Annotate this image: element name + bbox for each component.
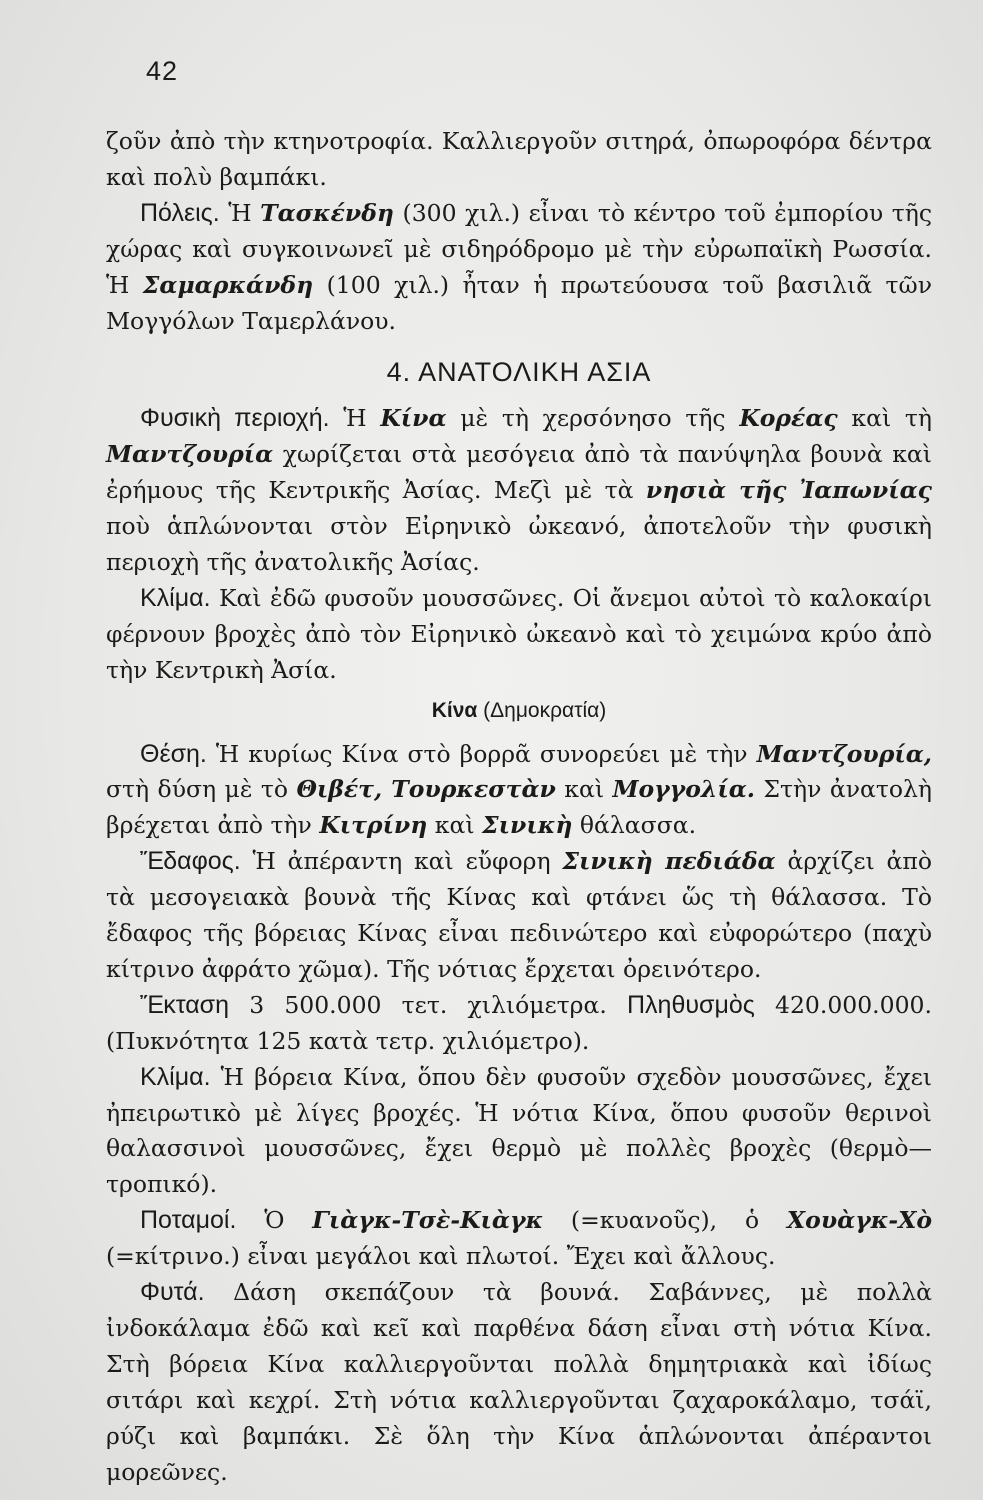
paragraph-terrain — [106, 844, 932, 988]
text-run: καὶ — [427, 811, 483, 840]
text-run: στὴ δύση μὲ τὸ — [106, 775, 297, 804]
city-samarkand: Σαμαρκάνδη — [142, 270, 314, 299]
text-run: Ὁ — [236, 1206, 313, 1235]
text-run: Ἡ κυρίως Κίνα στὸ βορρᾶ συνορεύει μὲ τὴν — [206, 739, 757, 768]
paragraph-livestock — [106, 124, 932, 196]
term-china: Κίνα — [380, 404, 447, 433]
text-run: (=κίτρινο.) εἶναι μεγάλοι καὶ πλωτοί. Ἔχει καὶ ἄλλους. — [106, 1242, 776, 1271]
text-run: Καὶ ἐδῶ φυσοῦν μουσσῶνες. Οἱ ἄνεμοι αὐτοὶ τὸ καλοκαίρι φέρνουν βροχὲς ἀπὸ τὸν Εἰρηνικὸ ὠκεανὸ καὶ τὸ χειμώνα κρύο ἀπὸ τὴν Κεντρικὴ Ἀσία. — [106, 583, 932, 684]
section-title: 4. ΑΝΑΤΟΛΙΚΗ ΑΣΙΑ — [386, 357, 652, 388]
term-manchuria-2: Μαντζουρία, — [756, 739, 932, 768]
text-run: θάλασσα. — [572, 811, 697, 840]
text-run: 3 500.000 τετ. χιλιόμετρα. — [229, 990, 627, 1019]
paragraph-text: ζοῦν ἀπὸ τὴν κτηνοτροφία. Καλλιεργοῦν σιτηρά, ὀπωροφόρα δέντρα καὶ πολὺ βαμπάκι. — [106, 127, 932, 191]
text-run: μὲ τὴ χερσόνησο τῆς — [446, 404, 740, 433]
paragraph-heading-physical-region: Φυσικὴ περιοχή. — [140, 404, 330, 433]
text-run: Ἡ — [219, 198, 261, 227]
subsection-title — [106, 693, 932, 729]
term-china-plain: Σινικὴ πεδιάδα — [562, 847, 776, 876]
text-run: Ἡ ἀπέραντη καὶ εὔφορη — [240, 847, 563, 876]
paragraph-heading-terrain: Ἔδαφος. — [140, 847, 241, 876]
text-run: (=κυανοῦς), ὁ — [543, 1206, 787, 1235]
city-tashkent: Τασκένδη — [260, 198, 394, 227]
paragraph-physical-region — [106, 401, 932, 581]
text-run: 420.000.000. (Πυκνότητα 125 κατὰ τετρ. χιλιόμετρο). — [106, 990, 932, 1055]
text-run: Στὴν ἀνατολὴ βρέχεται ἀπὸ τὴν — [106, 775, 932, 840]
text-run: (100 χιλ.) ἦταν ἡ πρωτεύουσα τοῦ βασιλιᾶ τῶν Μογγόλων Ταμερλάνου. — [106, 270, 932, 335]
paragraph-plants — [106, 1275, 932, 1490]
text-run: Δάση σκεπάζουν τὰ βουνά. Σαβάννες, μὲ πολλὰ ἰνδοκάλαμα ἐδῶ καὶ κεῖ καὶ παρθένα δάση εἶναι στὴ νότια Κίνα. Στὴ βόρεια Κίνα καλλιεργοῦνται πολλὰ δημητριακὰ καὶ ἰδίως σιτάρι καὶ κεχρί. Στὴ νότια καλλιεργοῦνται ζαχαροκάλαμο, τσάϊ, ρύζι καὶ βαμπάκι. Σὲ ὅλη τὴν Κίνα ἁπλώνονται ἀπέραντοι μορεῶνες. — [106, 1278, 932, 1486]
text-run: καὶ τὴ — [837, 404, 933, 433]
term-yellow-sea: Κιτρίνη — [319, 811, 428, 840]
term-china-sea: Σινικὴ — [482, 811, 573, 840]
term-manchuria: Μαντζουρία — [106, 440, 274, 469]
paragraph-heading-climate: Κλίμα. — [140, 583, 211, 612]
paragraph-position — [106, 737, 932, 845]
text-run: καὶ — [555, 775, 613, 804]
subsection-title-china: Κίνα — [431, 698, 478, 722]
page-body — [106, 124, 932, 1491]
text-run: χωρίζεται στὰ μεσόγεια ἀπὸ τὰ πανύψηλα βουνὰ καὶ ἐρήμους τῆς Κεντρικῆς Ἀσίας. Μεζὶ μὲ τὰ — [106, 440, 932, 505]
term-mongolia: Μογγολία. — [612, 775, 755, 804]
term-korea: Κορέας — [739, 404, 838, 433]
text-run: ἀρχίζει ἀπὸ τὰ μεσογειακὰ βουνὰ τῆς Κίνας καὶ φτάνει ὥς τὴ θάλασσα. Τὸ ἔδαφος τῆς βόρειας Κίνας εἶναι πεδινώτερο καὶ εὐφορώτερο (παχὺ κίτρινο ἀφράτο χῶμα). Τῆς νότιας ἔρχεται ὀρεινότερο. — [106, 847, 933, 983]
term-huang-ho: Χουὰγκ-Χὸ — [786, 1206, 933, 1235]
text-run: (300 χιλ.) εἶναι τὸ κέντρο τοῦ ἐμπορίου τῆς χώρας καὶ συγκοινωνεῖ μὲ σιδηρόδρομο μὲ τὴν εὐρωπαϊκὴ Ρωσσία. Ἡ — [106, 198, 933, 299]
paragraph-climate — [106, 581, 932, 689]
page-number: 42 — [146, 56, 179, 86]
subsection-title-rest: (Δημοκρατία) — [477, 698, 607, 722]
paragraph-heading-climate-china: Κλίμα. — [140, 1062, 211, 1091]
paragraph-heading-rivers: Ποταμοί. — [140, 1206, 237, 1235]
paragraph-climate-china — [106, 1060, 932, 1204]
term-yangtze: Γιὰγκ-Τσὲ-Κιὰγκ — [312, 1206, 544, 1235]
text-run: ποὺ ἁπλώνονται στὸν Εἰρηνικὸ ὠκεανό, ἀποτελοῦν τὴν φυσικὴ περιοχὴ τῆς ἀνατολικῆς Ἀσίας. — [106, 512, 932, 576]
paragraph-heading-cities: Πόλεις. — [140, 198, 220, 227]
paragraph-cities — [106, 196, 932, 340]
paragraph-heading-population: Πληθυσμὸς — [627, 990, 755, 1019]
paragraph-heading-area: Ἔκταση — [140, 990, 230, 1019]
paragraph-area — [106, 988, 932, 1060]
paragraph-rivers — [106, 1203, 932, 1275]
text-run: Ἡ — [329, 404, 381, 433]
paragraph-heading-position: Θέση. — [140, 739, 207, 768]
term-japan-islands: νησιὰ τῆς Ἰαπωνίας — [645, 476, 932, 505]
text-run: Ἡ βόρεια Κίνα, ὅπου δὲν φυσοῦν σχεδὸν μουσσῶνες, ἔχει ἠπειρωτικὸ μὲ λίγες βροχές. Ἡ νότια Κίνα, ὅπου φυσοῦν θερινοὶ θαλασσινοὶ μουσσῶνες, ἔχει θερμὸ μὲ πολλὲς βροχὲς (θερμὸ—τροπικό). — [106, 1062, 932, 1199]
paragraph-heading-plants: Φυτά. — [140, 1278, 205, 1307]
term-tibet-turkestan: Θιβέτ, Τουρκεστὰν — [296, 775, 556, 804]
